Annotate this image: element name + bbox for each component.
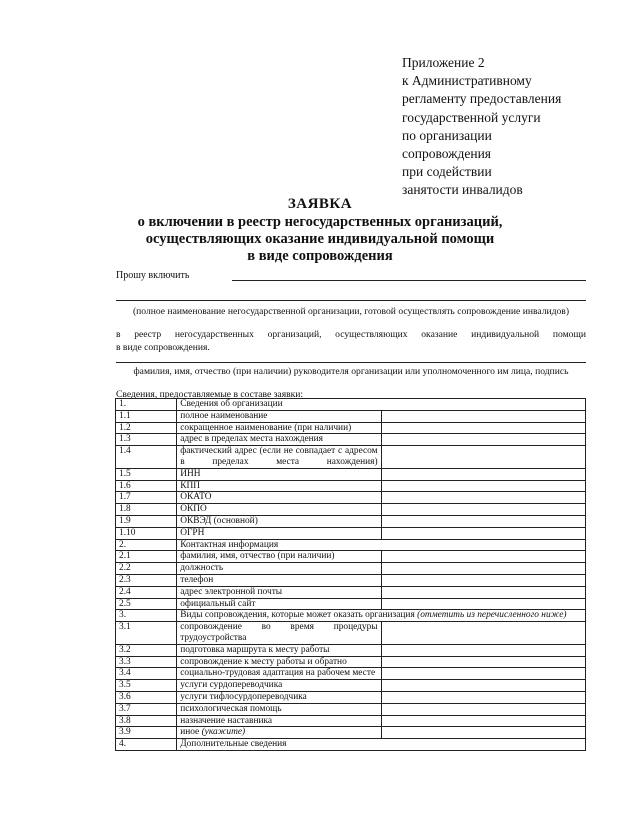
registry-line: в виде сопровождения. xyxy=(116,342,210,353)
row-label-text: подготовка маршрута к месту работы xyxy=(180,644,330,655)
row-value-cell[interactable] xyxy=(381,527,585,539)
table-row xyxy=(116,504,586,516)
row-value-cell[interactable] xyxy=(381,691,585,703)
row-label xyxy=(177,563,381,575)
row-label xyxy=(177,668,381,680)
row-value-cell[interactable] xyxy=(381,598,585,610)
row-number: 3.1 xyxy=(116,622,177,645)
row-value-cell[interactable] xyxy=(381,410,585,422)
row-label-text: социально-трудовая адаптация на рабочем месте xyxy=(180,668,376,679)
row-number: 4. xyxy=(116,739,177,751)
row-number: 3.4 xyxy=(116,668,177,680)
row-label xyxy=(177,739,586,751)
row-label-text: адрес в пределах места нахождения xyxy=(180,434,323,445)
row-label xyxy=(177,539,586,551)
row-number: 3.9 xyxy=(116,727,177,739)
section-row xyxy=(116,610,586,622)
row-value-cell[interactable] xyxy=(381,480,585,492)
row-value-cell[interactable] xyxy=(381,446,585,469)
row-label-text: фактический адрес (если не совпадает с адресом в пределах места нахождения) xyxy=(180,446,378,467)
row-value-cell[interactable] xyxy=(381,644,585,656)
row-label-text: Дополнительные сведения xyxy=(180,739,287,750)
org-name-hint: (полное наименование негосударственной организации, готовой осуществлять сопровождение инвалидов) xyxy=(132,306,570,317)
row-value-cell[interactable] xyxy=(381,434,585,446)
table-row xyxy=(116,586,586,598)
row-label-text: сокращенное наименование (при наличии) xyxy=(180,422,352,433)
row-number: 3.5 xyxy=(116,680,177,692)
row-number: 2.4 xyxy=(116,586,177,598)
row-value-cell[interactable] xyxy=(381,563,585,575)
table-row xyxy=(116,574,586,586)
row-label-text: назначение наставника xyxy=(180,715,273,726)
row-value-cell[interactable] xyxy=(381,515,585,527)
row-number: 2.5 xyxy=(116,598,177,610)
appendix-line: сопровождения xyxy=(402,146,492,162)
table-row xyxy=(116,527,586,539)
appendix-block xyxy=(402,54,602,200)
table-caption: Сведения, предоставляемые в составе заявки: xyxy=(116,389,304,400)
row-label xyxy=(177,622,381,645)
request-label: Прошу включить xyxy=(116,270,190,281)
appendix-line: при содействии xyxy=(402,164,492,180)
row-label xyxy=(177,410,381,422)
row-label-text: адрес электронной почты xyxy=(180,586,283,597)
application-table xyxy=(115,398,586,751)
row-label xyxy=(177,515,381,527)
table-row xyxy=(116,410,586,422)
row-value-cell[interactable] xyxy=(381,504,585,516)
signature-line[interactable] xyxy=(116,362,586,363)
table-row xyxy=(116,680,586,692)
table-row xyxy=(116,434,586,446)
row-number: 3.8 xyxy=(116,715,177,727)
table-row xyxy=(116,480,586,492)
row-value-cell[interactable] xyxy=(381,727,585,739)
row-value-cell[interactable] xyxy=(381,574,585,586)
row-number: 1.3 xyxy=(116,434,177,446)
section-row xyxy=(116,399,586,411)
row-label-text: ОКПО xyxy=(180,504,207,515)
row-number: 2.1 xyxy=(116,551,177,563)
row-number: 3.7 xyxy=(116,703,177,715)
row-label-text: официальный сайт xyxy=(180,598,256,609)
row-number: 1.7 xyxy=(116,492,177,504)
row-number: 3.2 xyxy=(116,644,177,656)
row-label-text: должность xyxy=(180,563,224,574)
row-number: 1.8 xyxy=(116,504,177,516)
row-number: 2.2 xyxy=(116,563,177,575)
row-number: 1.9 xyxy=(116,515,177,527)
row-value-cell[interactable] xyxy=(381,715,585,727)
row-label xyxy=(177,527,381,539)
org-name-line[interactable] xyxy=(232,280,586,281)
row-label xyxy=(177,399,586,411)
appendix-line: по организации xyxy=(402,127,492,143)
registry-line: в реестр негосударственных организаций, осуществляющих оказание индивидуальной помощи xyxy=(116,329,586,340)
row-number: 1.2 xyxy=(116,422,177,434)
table-row xyxy=(116,656,586,668)
row-label-text: ОКАТО xyxy=(180,492,212,503)
table-row xyxy=(116,422,586,434)
row-label xyxy=(177,492,381,504)
table-row xyxy=(116,551,586,563)
table-row xyxy=(116,492,586,504)
row-label xyxy=(177,574,381,586)
row-value-cell[interactable] xyxy=(381,551,585,563)
row-label xyxy=(177,703,381,715)
row-label xyxy=(177,504,381,516)
row-value-cell[interactable] xyxy=(381,703,585,715)
row-label-text: Сведения об организации xyxy=(180,399,283,409)
row-label-text: ОГРН xyxy=(180,527,205,538)
title-line: в виде сопровождения xyxy=(247,248,393,264)
row-label xyxy=(177,610,586,622)
signature-hint: фамилия, имя, отчество (при наличии) руководителя организации или уполномоченного им лица, подпись xyxy=(133,366,569,377)
title-line: о включении в реестр негосударственных организаций, xyxy=(137,214,503,230)
row-label-text: сопровождение во время процедуры трудоустройства xyxy=(180,622,378,643)
row-label-text: ИНН xyxy=(180,468,201,479)
row-label xyxy=(177,715,381,727)
table-row xyxy=(116,668,586,680)
row-label-text: фамилия, имя, отчество (при наличии) xyxy=(180,551,335,562)
row-label xyxy=(177,434,381,446)
section-row xyxy=(116,739,586,751)
table-row xyxy=(116,598,586,610)
row-value-cell[interactable] xyxy=(381,622,585,645)
table-row xyxy=(116,703,586,715)
row-label xyxy=(177,656,381,668)
row-number: 1. xyxy=(116,399,177,411)
table-row xyxy=(116,622,586,645)
row-value-cell[interactable] xyxy=(381,586,585,598)
row-label-text: психологическая помощь xyxy=(180,703,282,714)
appendix-line: к Административному xyxy=(402,73,532,89)
row-value-cell[interactable] xyxy=(381,422,585,434)
row-label xyxy=(177,680,381,692)
row-label xyxy=(177,446,381,469)
title-line: ЗАЯВКА xyxy=(287,196,353,212)
row-number: 1.6 xyxy=(116,480,177,492)
row-label-text: полное наименование xyxy=(180,410,268,421)
row-value-cell[interactable] xyxy=(381,492,585,504)
org-name-line-2[interactable] xyxy=(116,300,586,301)
row-value-cell[interactable] xyxy=(381,656,585,668)
section-row xyxy=(116,539,586,551)
row-label xyxy=(177,422,381,434)
table-row xyxy=(116,715,586,727)
appendix-line: государственной услуги xyxy=(402,109,541,125)
row-number: 1.10 xyxy=(116,527,177,539)
row-label xyxy=(177,551,381,563)
row-label-text: сопровождение к месту работы и обратно xyxy=(180,656,347,667)
row-label-text: телефон xyxy=(180,574,214,585)
row-label-text: ОКВЭД (основной) xyxy=(180,515,258,526)
row-number: 1.5 xyxy=(116,468,177,480)
row-label xyxy=(177,727,381,739)
row-number: 1.4 xyxy=(116,446,177,469)
row-label-text: КПП xyxy=(180,480,201,491)
appendix-line: занятости инвалидов xyxy=(402,182,523,198)
row-label-note: (отметить из перечисленного ниже) xyxy=(417,610,567,621)
appendix-line: Приложение 2 xyxy=(402,55,485,70)
table-row xyxy=(116,563,586,575)
row-label xyxy=(177,586,381,598)
row-label-note: (укажите) xyxy=(201,727,246,738)
row-number: 3. xyxy=(116,610,177,622)
row-label xyxy=(177,598,381,610)
row-label xyxy=(177,691,381,703)
table-row xyxy=(116,515,586,527)
table-row xyxy=(116,644,586,656)
registry-paragraph xyxy=(116,328,586,354)
title-line: осуществляющих оказание индивидуальной помощи xyxy=(145,231,495,247)
row-label-text: услуги тифлосурдопереводчика xyxy=(180,691,307,702)
row-number: 2. xyxy=(116,539,177,551)
row-label-text: услуги сурдопереводчика xyxy=(180,680,283,691)
row-number: 1.1 xyxy=(116,410,177,422)
row-label xyxy=(177,468,381,480)
row-number: 2.3 xyxy=(116,574,177,586)
row-label-text: иное xyxy=(180,727,200,738)
appendix-line: регламенту предоставления xyxy=(402,91,562,107)
row-number: 3.6 xyxy=(116,691,177,703)
table-row xyxy=(116,691,586,703)
row-number: 3.3 xyxy=(116,656,177,668)
table-row xyxy=(116,727,586,739)
row-label xyxy=(177,644,381,656)
row-value-cell[interactable] xyxy=(381,680,585,692)
table-row xyxy=(116,468,586,480)
row-value-cell[interactable] xyxy=(381,468,585,480)
row-label xyxy=(177,480,381,492)
row-label-text: Контактная информация xyxy=(180,539,279,550)
row-value-cell[interactable] xyxy=(381,668,585,680)
row-label-text: Виды сопровождения, которые может оказать организация xyxy=(180,610,415,621)
document-title xyxy=(0,196,640,265)
table-row xyxy=(116,446,586,469)
